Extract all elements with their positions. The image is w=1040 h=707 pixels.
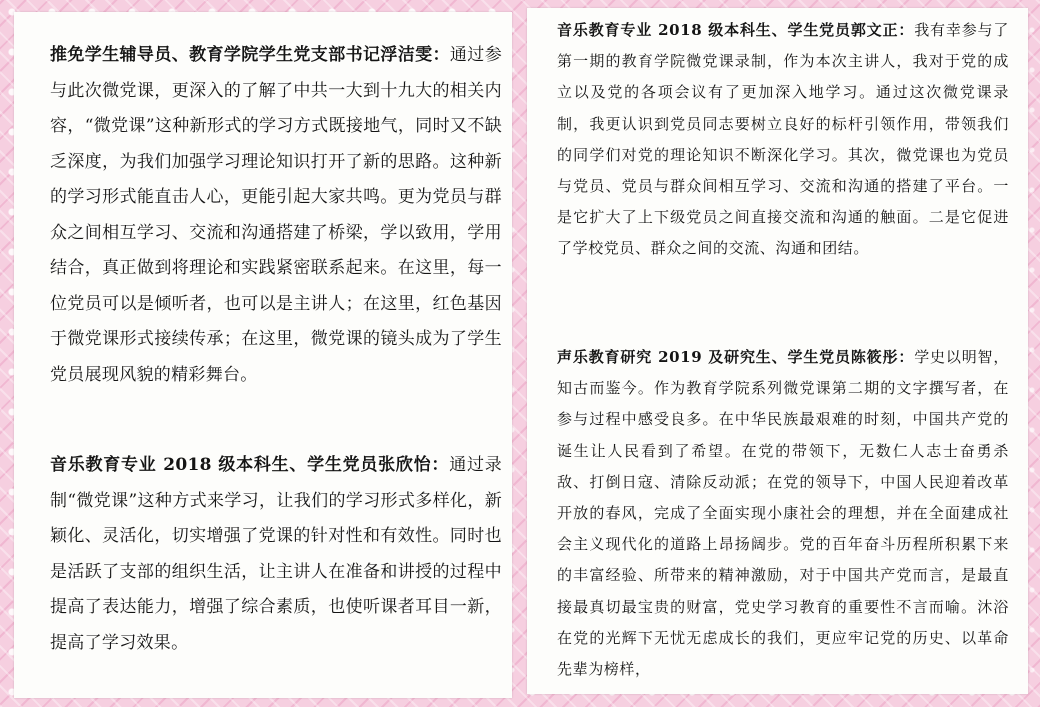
speaker-name: 推免学生辅导员、教育学院学生党支部书记浮洁雯：: [50, 45, 450, 65]
left-text-panel: [14, 12, 512, 698]
testimonial-text: 通过录制“微党课”这种方式来学习，让我们的学习形式多样化，新颖化、灵活化，切实增强了党课的针对性和有效性。同时也是活跃了支部的组织生活，让主讲人在准备和讲授的过程中提高了表达能力，增强了综合素质，也使听课者耳目一新，提高了学习效果。: [50, 455, 502, 653]
testimonial-text: 我有幸参与了第一期的教育学院微党课录制，作为本次主讲人，我对于党的成立以及党的各项会议有了更加深入地学习。通过这次微党课录制，我更认识到党员同志要树立良好的标杆引领作用，带领我们的同学们对党的理论知识不断深化学习。其次，微党课也为党员与党员、党员与群众间相互学习、交流和沟通的搭建了平台。一是它扩大了上下级党员之间直接交流和沟通的触面。二是它促进了学校党员、群众之间的交流、沟通和团结。: [557, 21, 1009, 258]
testimonial-paragraph: [557, 15, 1009, 265]
testimonial-paragraph: [50, 38, 502, 393]
testimonial-paragraph: [557, 342, 1009, 685]
testimonial-paragraph: [50, 448, 502, 661]
testimonial-text: 通过参与此次微党课，更深入的了解了中共一大到十九大的相关内容，“微党课”这种新形式的学习方式既接地气，同时又不缺乏深度，为我们加强学习理论知识打开了新的思路。这种新的学习形式能直击人心，更能引起大家共鸣。更为党员与群众之间相互学习、交流和沟通搭建了桥梁，学以致用，学用结合，真正做到将理论和实践紧密联系起来。在这里，每一位党员可以是倾听者，也可以是主讲人；在这里，红色基因于微党课形式接续传承；在这里，微党课的镜头成为了学生党员展现风貌的精彩舞台。: [50, 45, 502, 385]
speaker-name: 音乐教育专业 2018 级本科生、学生党员郭文正：: [557, 21, 915, 39]
right-text-panel: [527, 8, 1028, 694]
testimonial-text: 学史以明智，知古而鉴今。作为教育学院系列微党课第二期的文字撰写者，在参与过程中感受良多。在中华民族最艰难的时刻，中国共产党的诞生让人民看到了希望。在党的带领下，无数仁人志士奋勇杀敌、打倒日寇、清除反动派；在党的领导下，中国人民迎着改革开放的春风，完成了全面实现小康社会的理想，并在全面建成社会主义现代化的道路上昂扬阔步。党的百年奋斗历程所积累下来的丰富经验、所带来的精神激励，对于中国共产党而言，是最直接最真切最宝贵的财富，党史学习教育的重要性不言而喻。沐浴在党的光辉下无忧无虑成长的我们，更应牢记党的历史、以革命先辈为榜样，: [557, 348, 1009, 679]
speaker-name: 声乐教育研究 2019 及研究生、学生党员陈筱彤：: [557, 348, 915, 366]
speaker-name: 音乐教育专业 2018 级本科生、学生党员张欣怡：: [50, 455, 450, 475]
